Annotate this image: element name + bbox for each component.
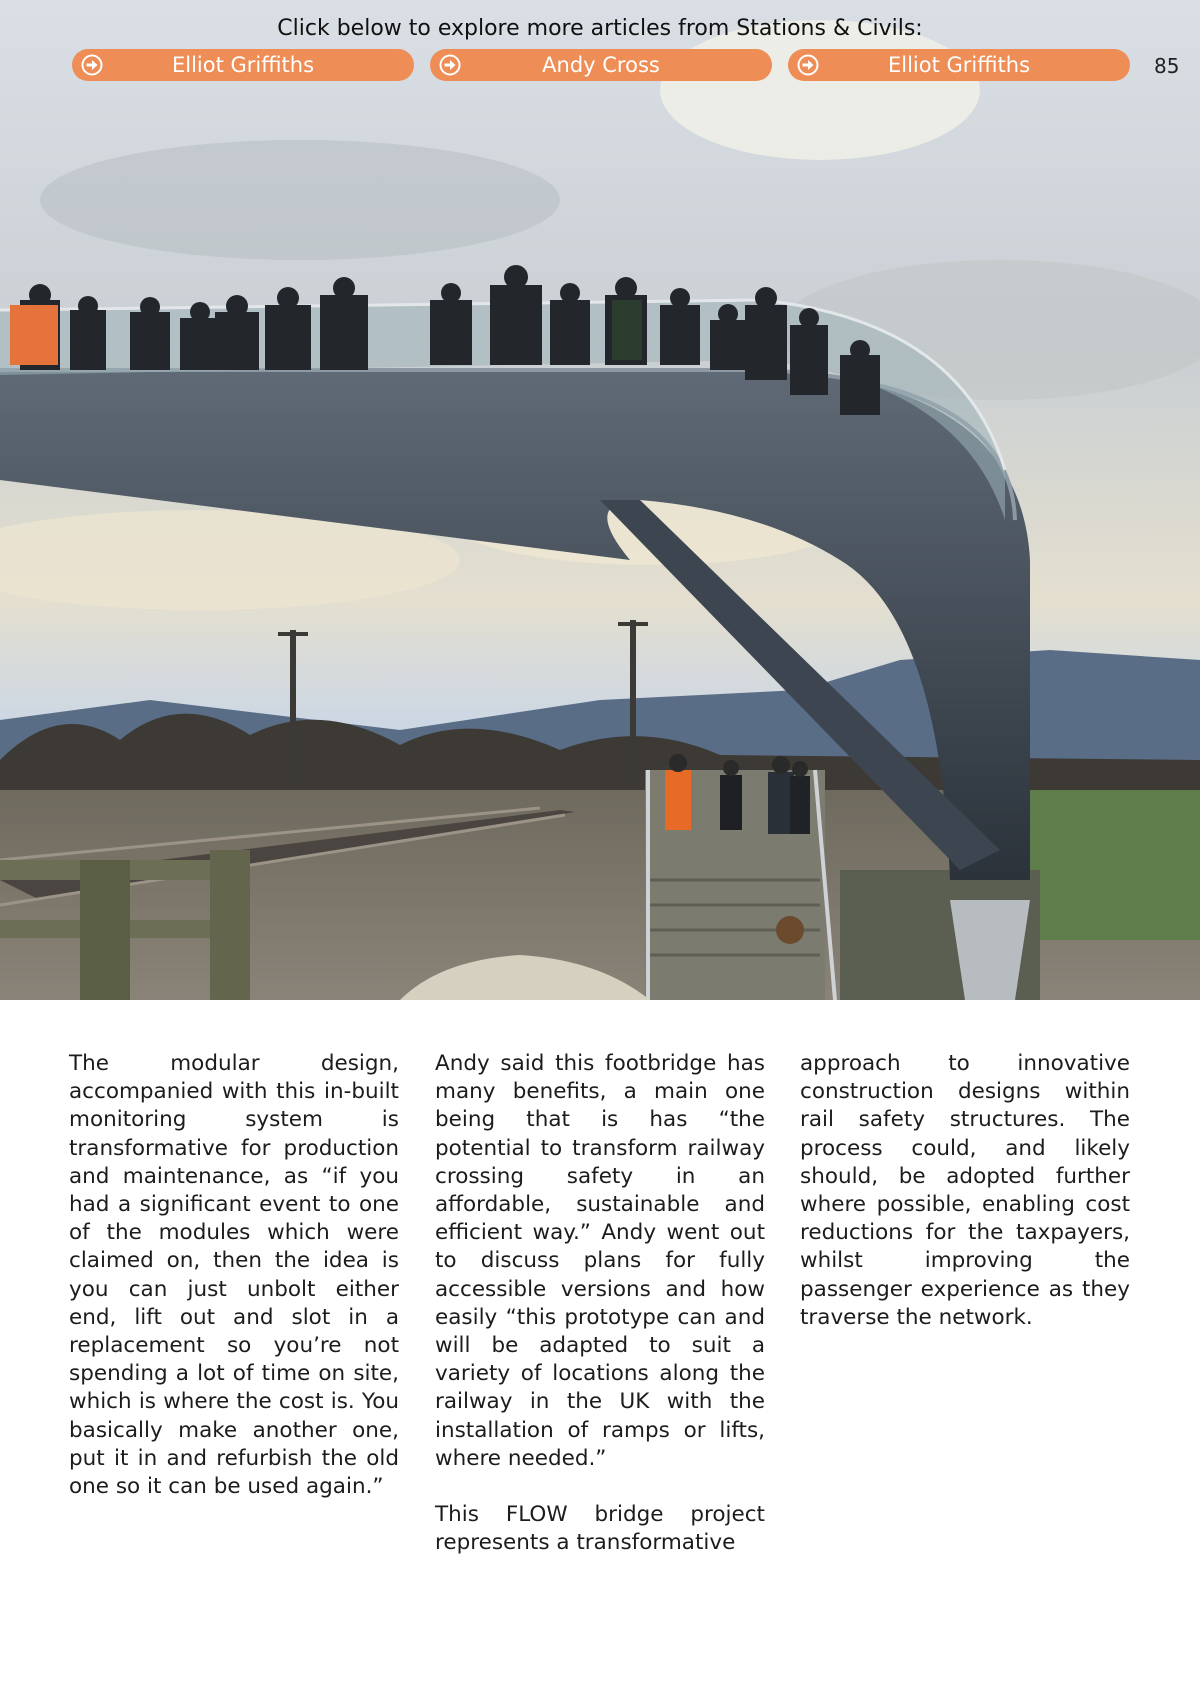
paragraph: This FLOW bridge project represents a transformative <box>435 1502 765 1556</box>
article-link-label: Elliot Griffiths <box>171 53 315 77</box>
article-link-label: Elliot Griffiths <box>887 53 1031 77</box>
article-link-andy-cross[interactable] <box>430 49 772 81</box>
article-link-elliot-griffiths-1[interactable] <box>72 49 414 81</box>
page-number: 85 <box>1154 54 1180 78</box>
paragraph: The modular design, accompanied with this in-built monitoring system is transformative for production and maintenance, as “if you had a significant event to one of the modules which were claimed on, then the idea is you can just unbolt either end, lift out and slot in a replacement so you’re not spending a lot of time on site, which is where the cost is. You basically make another one, put it in and refurbish the old one so it can be used again.” <box>69 1051 399 1500</box>
arrow-right-circle-icon <box>797 54 819 76</box>
explore-articles-heading: Click below to explore more articles from Stations & Civils: <box>277 16 923 41</box>
article-column-2 <box>435 1050 765 1585</box>
arrow-right-circle-icon <box>81 54 103 76</box>
article-column-3 <box>800 1050 1130 1360</box>
article-column-1 <box>69 1050 399 1529</box>
arrow-right-circle-icon <box>439 54 461 76</box>
paragraph: approach to innovative construction designs within rail safety structures. The process could, and likely should, be adopted further where possible, enabling cost reductions for the taxpayers, whilst improving the passenger experience as they traverse the network. <box>800 1051 1130 1330</box>
paragraph: Andy said this footbridge has many benefits, a main one being that is has “the potential to transform railway crossing safety in an affordable, sustainable and efficient way.” Andy went out to discuss plans for fully accessible versions and how easily “this prototype can and will be adapted to suit a variety of locations along the railway in the UK with the installation of ramps or lifts, where needed.” <box>435 1051 765 1471</box>
article-link-elliot-griffiths-2[interactable] <box>788 49 1130 81</box>
article-link-label: Andy Cross <box>542 53 660 77</box>
article-links <box>72 49 1130 81</box>
